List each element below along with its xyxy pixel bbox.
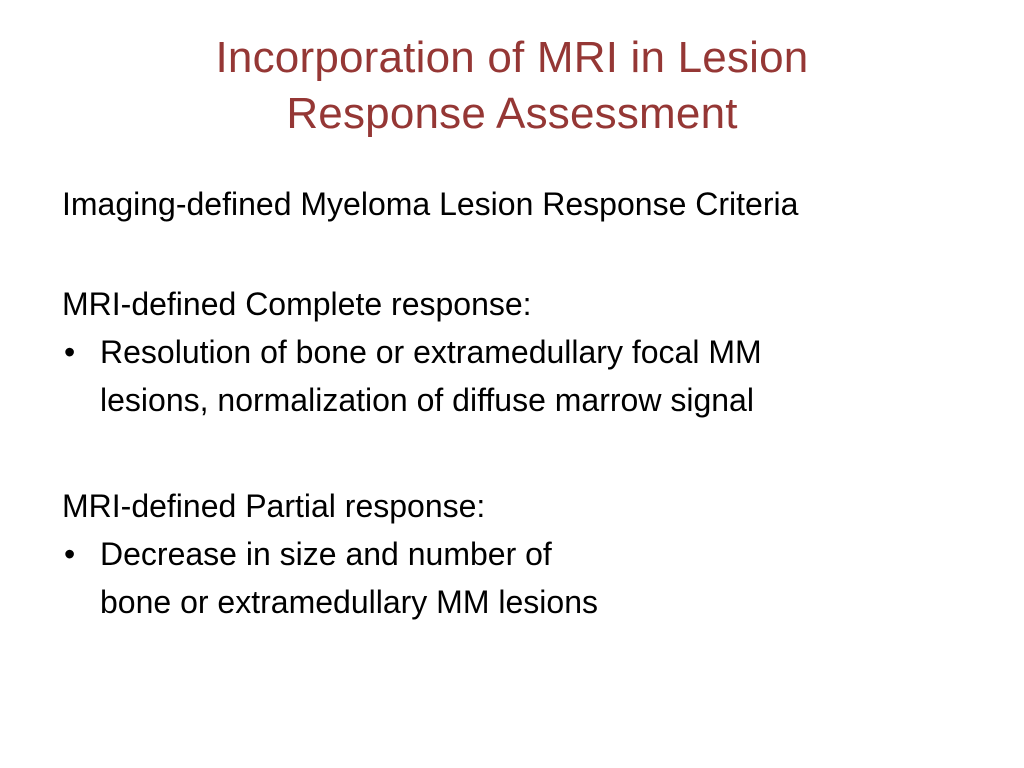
spacer	[62, 424, 982, 482]
slide-title-line-1: Incorporation of MRI in Lesion	[215, 33, 809, 82]
partial-response-bullet-line-2: bone or extramedullary MM lesions	[100, 584, 598, 620]
spacer	[62, 228, 982, 280]
bullet-icon: •	[64, 536, 76, 572]
complete-response-bullet	[62, 328, 982, 424]
slide-body	[62, 180, 982, 626]
slide-title	[60, 30, 964, 142]
bullet-icon: •	[64, 334, 76, 370]
slide-title-line-2: Response Assessment	[286, 89, 738, 138]
partial-response-bullet-line-1: Decrease in size and number of	[100, 536, 552, 572]
complete-response-bullet-line-1: Resolution of bone or extramedullary focal MM	[100, 334, 762, 370]
criteria-subtitle: Imaging-defined Myeloma Lesion Response Criteria	[62, 186, 799, 222]
partial-response-heading: MRI-defined Partial response:	[62, 488, 486, 524]
partial-response-bullet	[62, 530, 982, 626]
complete-response-heading: MRI-defined Complete response:	[62, 286, 532, 322]
complete-response-bullet-line-2: lesions, normalization of diffuse marrow signal	[100, 382, 754, 418]
